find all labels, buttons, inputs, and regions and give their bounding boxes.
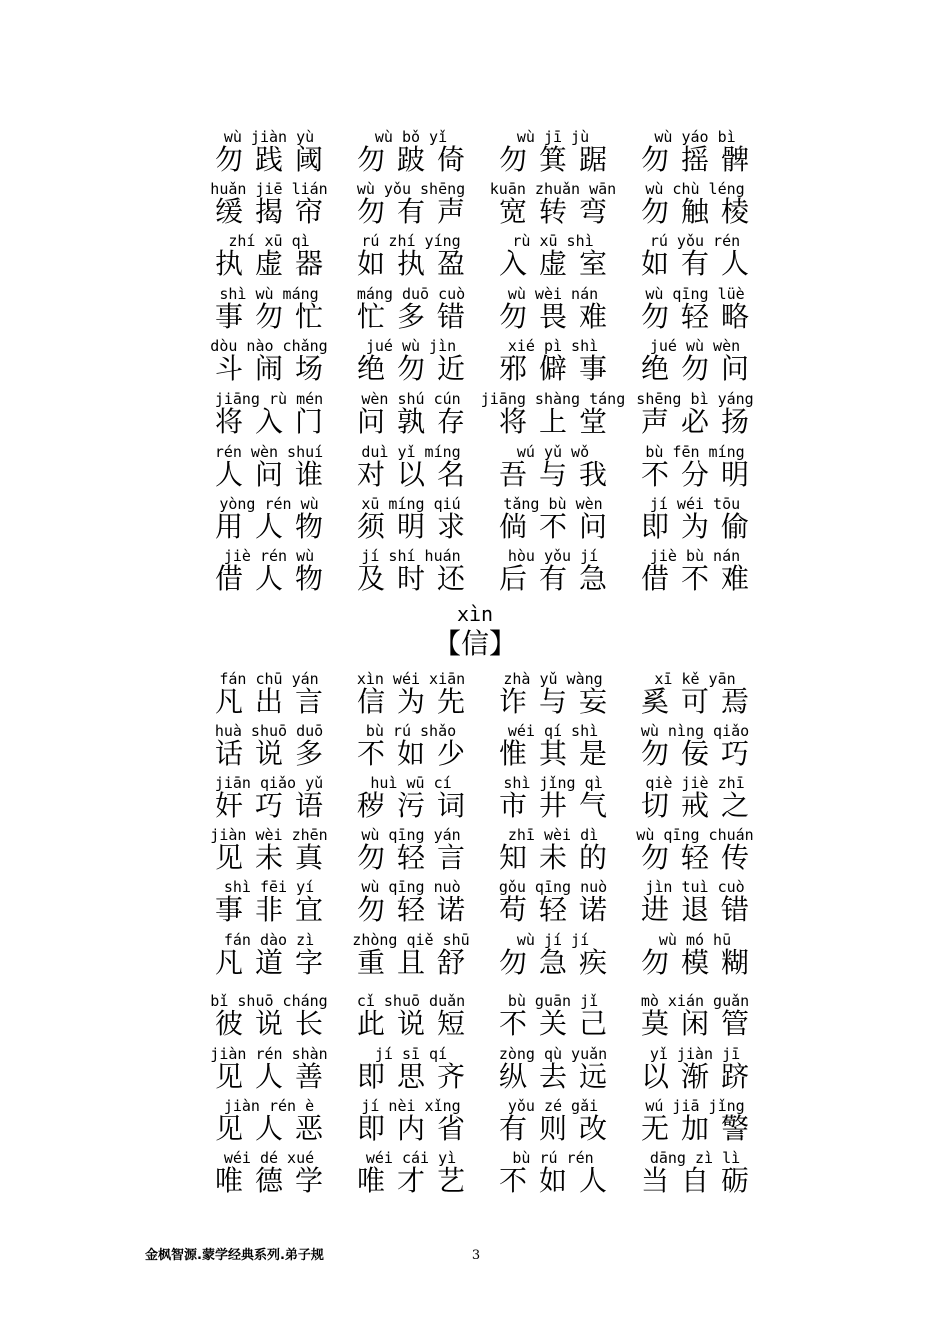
verse-phrase — [194, 128, 344, 180]
phrase-pinyin: wéi cái yì — [365, 1149, 457, 1167]
verse-row — [0, 931, 950, 983]
verse-row — [0, 495, 950, 547]
phrase-characters: 忙多错 — [356, 300, 477, 333]
verse-phrase — [336, 992, 486, 1044]
phrase-characters: 邪僻事 — [498, 352, 619, 385]
verse-phrase — [194, 180, 344, 232]
verse-phrase — [336, 495, 486, 547]
phrase-pinyin: zhòng qiě shū — [352, 931, 470, 949]
phrase-characters: 勿佞巧 — [640, 737, 761, 770]
phrase-characters: 将上堂 — [498, 405, 619, 438]
verse-phrase — [336, 547, 486, 599]
phrase-characters: 知未的 — [498, 841, 619, 874]
phrase-pinyin: bù fēn míng — [645, 443, 745, 461]
phrase-pinyin: jiè rén wù — [223, 547, 315, 565]
phrase-characters: 即为偷 — [640, 510, 761, 543]
verse-phrase — [194, 722, 344, 774]
footer-series-title: 金枫智源.蒙学经典系列.弟子规 — [145, 1248, 324, 1263]
phrase-characters: 借不难 — [640, 562, 761, 595]
phrase-pinyin: jiāng rù mén — [214, 390, 324, 408]
page-number: 3 — [471, 1248, 481, 1263]
phrase-characters: 唯才艺 — [356, 1164, 477, 1197]
phrase-pinyin: jìn tuì cuò — [645, 878, 745, 896]
verse-row — [0, 547, 950, 599]
phrase-pinyin: mò xián guǎn — [640, 992, 750, 1010]
verse-phrase — [620, 390, 770, 442]
verse-phrase — [478, 443, 628, 495]
verse-phrase — [478, 128, 628, 180]
phrase-characters: 对以名 — [356, 458, 477, 491]
verse-phrase — [194, 443, 344, 495]
verse-row — [0, 1097, 950, 1149]
verse-phrase — [336, 774, 486, 826]
phrase-characters: 信为先 — [356, 685, 477, 718]
phrase-characters: 事非宜 — [214, 893, 335, 926]
verse-row — [0, 992, 950, 1044]
phrase-pinyin: wù nìng qiǎo — [640, 722, 750, 740]
phrase-pinyin: wù bǒ yǐ — [374, 128, 448, 146]
verse-phrase — [478, 390, 628, 442]
phrase-pinyin: duì yǐ míng — [361, 443, 461, 461]
phrase-pinyin: jiè bù nán — [649, 547, 741, 565]
phrase-characters: 秽污词 — [356, 789, 477, 822]
phrase-characters: 以渐跻 — [640, 1060, 761, 1093]
verse-phrase — [336, 722, 486, 774]
phrase-characters: 须明求 — [356, 510, 477, 543]
phrase-pinyin: gǒu qīng nuò — [498, 878, 608, 896]
phrase-characters: 莫闲管 — [640, 1007, 761, 1040]
phrase-characters: 勿畏难 — [498, 300, 619, 333]
phrase-pinyin: xié pì shì — [507, 337, 599, 355]
phrase-characters: 此说短 — [356, 1007, 477, 1040]
phrase-characters: 缓揭帘 — [214, 195, 335, 228]
phrase-characters: 勿有声 — [356, 195, 477, 228]
verse-row — [0, 232, 950, 284]
phrase-pinyin: huǎn jiē lián — [210, 180, 328, 198]
phrase-pinyin: yòng rén wù — [219, 495, 319, 513]
phrase-characters: 及时还 — [356, 562, 477, 595]
phrase-pinyin: wù jī jù — [516, 128, 590, 146]
phrase-characters: 勿箕踞 — [498, 143, 619, 176]
section-title: 【信】 — [432, 627, 517, 660]
phrase-characters: 凡道字 — [214, 946, 335, 979]
phrase-characters: 勿践阈 — [214, 143, 335, 176]
verse-row — [0, 285, 950, 337]
phrase-pinyin: jué wù wèn — [649, 337, 741, 355]
phrase-characters: 人问谁 — [214, 458, 335, 491]
verse-phrase — [478, 1045, 628, 1097]
verse-row — [0, 722, 950, 774]
phrase-pinyin: wù qīng yán — [361, 826, 461, 844]
verse-phrase — [336, 1045, 486, 1097]
verse-row — [0, 1045, 950, 1097]
verse-phrase — [336, 232, 486, 284]
phrase-pinyin: huì wū cí — [370, 774, 452, 792]
phrase-pinyin: wù yǒu shēng — [356, 180, 466, 198]
phrase-pinyin: jué wù jìn — [365, 337, 457, 355]
verse-phrase — [194, 931, 344, 983]
verse-phrase — [478, 285, 628, 337]
phrase-pinyin: wù qīng lüè — [645, 285, 745, 303]
phrase-pinyin: yǐ jiàn jī — [649, 1045, 741, 1063]
verse-phrase — [194, 1149, 344, 1201]
phrase-pinyin: shēng bì yáng — [636, 390, 754, 408]
verse-phrase — [336, 285, 486, 337]
verse-phrase — [620, 337, 770, 389]
phrase-pinyin: shì jǐng qì — [503, 774, 603, 792]
phrase-characters: 惟其是 — [498, 737, 619, 770]
phrase-characters: 勿急疾 — [498, 946, 619, 979]
verse-row — [0, 337, 950, 389]
phrase-pinyin: wù jí jí — [516, 931, 590, 949]
verse-row — [0, 774, 950, 826]
phrase-characters: 切戒之 — [640, 789, 761, 822]
phrase-characters: 不如少 — [356, 737, 477, 770]
phrase-characters: 唯德学 — [214, 1164, 335, 1197]
phrase-characters: 后有急 — [498, 562, 619, 595]
phrase-characters: 市井气 — [498, 789, 619, 822]
phrase-pinyin: bù rú shǎo — [365, 722, 457, 740]
verse-phrase — [194, 992, 344, 1044]
phrase-characters: 声必扬 — [640, 405, 761, 438]
verse-phrase — [478, 992, 628, 1044]
verse-phrase — [194, 232, 344, 284]
phrase-characters: 见人善 — [214, 1060, 335, 1093]
phrase-pinyin: jí sī qí — [374, 1045, 448, 1063]
phrase-pinyin: rú yǒu rén — [649, 232, 741, 250]
verse-row — [0, 443, 950, 495]
phrase-characters: 见人恶 — [214, 1112, 335, 1145]
verse-phrase — [478, 180, 628, 232]
phrase-characters: 绝勿近 — [356, 352, 477, 385]
phrase-pinyin: jí shí huán — [361, 547, 461, 565]
verse-phrase — [194, 878, 344, 930]
verse-phrase — [194, 826, 344, 878]
verse-phrase — [620, 1149, 770, 1201]
verse-phrase — [336, 180, 486, 232]
phrase-pinyin: tǎng bù wèn — [503, 495, 603, 513]
verse-row — [0, 878, 950, 930]
phrase-characters: 见未真 — [214, 841, 335, 874]
phrase-pinyin: yǒu zé gǎi — [507, 1097, 599, 1115]
phrase-pinyin: zhí xū qì — [228, 232, 310, 250]
phrase-characters: 奸巧语 — [214, 789, 335, 822]
phrase-pinyin: jí nèi xǐng — [361, 1097, 461, 1115]
phrase-pinyin: rén wèn shuí — [214, 443, 324, 461]
phrase-characters: 如有人 — [640, 247, 761, 280]
phrase-characters: 如执盈 — [356, 247, 477, 280]
verse-phrase — [620, 180, 770, 232]
phrase-characters: 苟轻诺 — [498, 893, 619, 926]
phrase-characters: 凡出言 — [214, 685, 335, 718]
phrase-pinyin: xū míng qiú — [361, 495, 461, 513]
verse-phrase — [620, 774, 770, 826]
phrase-pinyin: shì wù máng — [219, 285, 319, 303]
phrase-pinyin: jí wéi tōu — [649, 495, 741, 513]
verse-phrase — [336, 1149, 486, 1201]
verse-row — [0, 1149, 950, 1201]
verse-phrase — [194, 547, 344, 599]
phrase-characters: 勿轻略 — [640, 300, 761, 333]
verse-phrase — [336, 931, 486, 983]
phrase-characters: 即内省 — [356, 1112, 477, 1145]
verse-phrase — [336, 826, 486, 878]
phrase-pinyin: wù mó hū — [658, 931, 732, 949]
verse-row — [0, 390, 950, 442]
phrase-pinyin: xī kě yān — [654, 670, 736, 688]
phrase-pinyin: zhī wèi dì — [507, 826, 599, 844]
phrase-pinyin: wú jiā jǐng — [645, 1097, 745, 1115]
phrase-characters: 勿跛倚 — [356, 143, 477, 176]
phrase-characters: 话说多 — [214, 737, 335, 770]
phrase-pinyin: máng duō cuò — [356, 285, 466, 303]
verse-phrase — [336, 390, 486, 442]
phrase-characters: 不分明 — [640, 458, 761, 491]
phrase-characters: 勿轻言 — [356, 841, 477, 874]
phrase-pinyin: hòu yǒu jí — [507, 547, 599, 565]
phrase-characters: 当自砺 — [640, 1164, 761, 1197]
phrase-pinyin: jiàn rén shàn — [210, 1045, 328, 1063]
verse-phrase — [620, 992, 770, 1044]
phrase-characters: 有则改 — [498, 1112, 619, 1145]
phrase-pinyin: zhà yǔ wàng — [503, 670, 603, 688]
phrase-pinyin: huà shuō duō — [214, 722, 324, 740]
phrase-characters: 用人物 — [214, 510, 335, 543]
verse-phrase — [620, 878, 770, 930]
phrase-characters: 不关己 — [498, 1007, 619, 1040]
verse-phrase — [620, 285, 770, 337]
verse-phrase — [194, 390, 344, 442]
verse-row — [0, 670, 950, 722]
verse-phrase — [336, 337, 486, 389]
phrase-characters: 事勿忙 — [214, 300, 335, 333]
phrase-pinyin: wù qīng nuò — [361, 878, 461, 896]
phrase-pinyin: jiàn wèi zhēn — [210, 826, 328, 844]
phrase-characters: 即思齐 — [356, 1060, 477, 1093]
verse-phrase — [620, 443, 770, 495]
phrase-pinyin: wù chù léng — [645, 180, 745, 198]
phrase-pinyin: wù wèi nán — [507, 285, 599, 303]
phrase-characters: 执虚器 — [214, 247, 335, 280]
verse-phrase — [478, 722, 628, 774]
verse-phrase — [478, 495, 628, 547]
phrase-characters: 奚可焉 — [640, 685, 761, 718]
phrase-pinyin: bù rú rén — [512, 1149, 594, 1167]
phrase-characters: 将入门 — [214, 405, 335, 438]
verse-phrase — [478, 826, 628, 878]
verse-phrase — [336, 128, 486, 180]
phrase-characters: 倘不问 — [498, 510, 619, 543]
verse-phrase — [336, 443, 486, 495]
verse-phrase — [194, 285, 344, 337]
phrase-characters: 斗闹场 — [214, 352, 335, 385]
verse-phrase — [620, 1045, 770, 1097]
phrase-characters: 借人物 — [214, 562, 335, 595]
verse-phrase — [620, 931, 770, 983]
phrase-pinyin: wù yáo bì — [654, 128, 736, 146]
phrase-characters: 无加警 — [640, 1112, 761, 1145]
verse-phrase — [194, 1097, 344, 1149]
phrase-pinyin: wèn shú cún — [361, 390, 461, 408]
phrase-characters: 问孰存 — [356, 405, 477, 438]
verse-phrase — [194, 495, 344, 547]
phrase-pinyin: bǐ shuō cháng — [210, 992, 328, 1010]
phrase-pinyin: fán dào zì — [223, 931, 315, 949]
phrase-pinyin: xìn wéi xiān — [356, 670, 466, 688]
phrase-characters: 勿轻诺 — [356, 893, 477, 926]
phrase-pinyin: dāng zì lì — [649, 1149, 741, 1167]
phrase-characters: 重且舒 — [356, 946, 477, 979]
verse-phrase — [478, 931, 628, 983]
verse-phrase — [478, 1097, 628, 1149]
phrase-pinyin: rú zhí yíng — [361, 232, 461, 250]
verse-phrase — [194, 1045, 344, 1097]
phrase-pinyin: fán chū yán — [219, 670, 319, 688]
phrase-pinyin: shì fēi yí — [223, 878, 315, 896]
phrase-characters: 诈与妄 — [498, 685, 619, 718]
verse-phrase — [620, 722, 770, 774]
verse-phrase — [336, 1097, 486, 1149]
phrase-characters: 进退错 — [640, 893, 761, 926]
phrase-pinyin: dòu nào chǎng — [210, 337, 328, 355]
verse-row — [0, 128, 950, 180]
verse-phrase — [620, 547, 770, 599]
phrase-pinyin: wù qīng chuán — [636, 826, 754, 844]
phrase-characters: 彼说长 — [214, 1007, 335, 1040]
verse-phrase — [336, 670, 486, 722]
phrase-pinyin: wú yǔ wǒ — [516, 443, 590, 461]
verse-phrase — [478, 774, 628, 826]
phrase-characters: 纵去远 — [498, 1060, 619, 1093]
phrase-characters: 绝勿问 — [640, 352, 761, 385]
verse-phrase — [194, 670, 344, 722]
phrase-characters: 勿摇髀 — [640, 143, 761, 176]
phrase-pinyin: wù jiàn yù — [223, 128, 315, 146]
phrase-pinyin: zòng qù yuǎn — [498, 1045, 608, 1063]
phrase-pinyin: wéi dé xué — [223, 1149, 315, 1167]
phrase-pinyin: kuān zhuǎn wān — [489, 180, 617, 198]
phrase-pinyin: bù guān jǐ — [507, 992, 599, 1010]
verse-phrase — [620, 232, 770, 284]
verse-phrase — [194, 774, 344, 826]
verse-phrase — [194, 337, 344, 389]
phrase-pinyin: jiān qiǎo yǔ — [214, 774, 324, 792]
phrase-pinyin: jiāng shàng táng — [480, 390, 626, 408]
section-title-pinyin: xìn — [456, 602, 494, 626]
phrase-pinyin: cǐ shuō duǎn — [356, 992, 466, 1010]
phrase-characters: 入虚室 — [498, 247, 619, 280]
verse-phrase — [478, 670, 628, 722]
verse-phrase — [478, 232, 628, 284]
verse-phrase — [620, 826, 770, 878]
phrase-pinyin: qiè jiè zhī — [645, 774, 745, 792]
phrase-characters: 勿模糊 — [640, 946, 761, 979]
verse-row — [0, 826, 950, 878]
verse-phrase — [478, 1149, 628, 1201]
verse-phrase — [336, 878, 486, 930]
phrase-pinyin: wéi qí shì — [507, 722, 599, 740]
phrase-characters: 吾与我 — [498, 458, 619, 491]
verse-phrase — [478, 337, 628, 389]
verse-phrase — [478, 547, 628, 599]
verse-row — [0, 180, 950, 232]
phrase-pinyin: rù xū shì — [512, 232, 594, 250]
verse-phrase — [620, 1097, 770, 1149]
verse-phrase — [620, 128, 770, 180]
verse-phrase — [478, 878, 628, 930]
phrase-characters: 勿触棱 — [640, 195, 761, 228]
verse-phrase — [620, 495, 770, 547]
phrase-pinyin: jiàn rén è — [223, 1097, 315, 1115]
verse-phrase — [620, 670, 770, 722]
phrase-characters: 不如人 — [498, 1164, 619, 1197]
phrase-characters: 勿轻传 — [640, 841, 761, 874]
phrase-characters: 宽转弯 — [498, 195, 619, 228]
